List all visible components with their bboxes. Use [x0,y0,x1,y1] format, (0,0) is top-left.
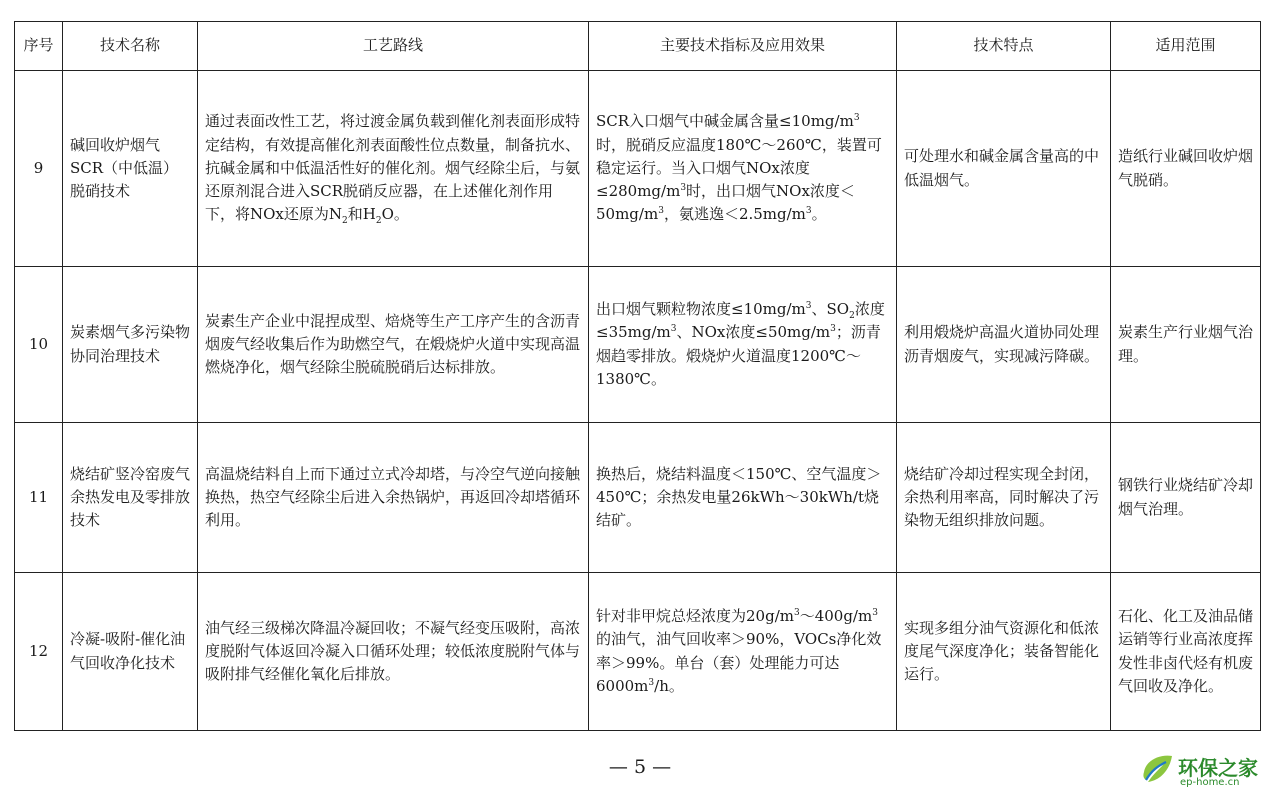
cell-serial: 12 [15,573,63,731]
table-row [15,267,1261,423]
cell-scope: 石化、化工及油品储运销等行业高浓度挥发性非卤代烃有机废气回收及净化。 [1111,573,1261,731]
header-serial: 序号 [15,22,63,71]
cell-serial: 11 [15,423,63,573]
cell-features: 可处理水和碱金属含量高的中低温烟气。 [897,71,1111,267]
page-number: — 5 — [608,756,672,778]
cell-process-route: 通过表面改性工艺，将过渡金属负载到催化剂表面形成特定结构，有效提高催化剂表面酸性位点数量，制备抗水、抗碱金属和中低温活性好的催化剂。烟气经除尘后，与氨还原剂混合进入SCR脱硝反应器，在上述催化剂作用下，将NOx还原为$N_2$和$H_2O$。 [198,71,589,267]
site-logo[interactable] [1140,750,1280,794]
cell-features: 利用煅烧炉高温火道协同处理沥青烟废气，实现减污降碳。 [897,267,1111,423]
cell-tech-name: 冷凝-吸附-催化油气回收净化技术 [63,573,198,731]
cell-serial: 9 [15,71,63,267]
header-tech-name: 技术名称 [63,22,198,71]
cell-indicators: 出口烟气颗粒物浓度$\le 10mg/m^3$、$SO_2$浓度$\le 35mg/m^3$、NOx浓度$\le 50mg/m^3$；沥青烟趋零排放。煅烧炉火道温度1200℃～1380℃。 [589,267,897,423]
leaf-logo-icon [1140,752,1176,788]
cell-features: 烧结矿冷却过程实现全封闭，余热利用率高，同时解决了污染物无组织排放问题。 [897,423,1111,573]
header-process-route: 工艺路线 [198,22,589,71]
cell-indicators: 针对非甲烷总烃浓度为$20g/m^3\sim 400g/m^3$的油气，油气回收率＞90%，VOCs净化效率＞99%。单台（套）处理能力可达$6000m^3/h$。 [589,573,897,731]
cell-process-route: 炭素生产企业中混捏成型、焙烧等生产工序产生的含沥青烟废气经收集后作为助燃空气，在煅烧炉火道中实现高温燃烧净化，烟气经除尘脱硫脱硝后达标排放。 [198,267,589,423]
table-row [15,71,1261,267]
cell-tech-name: 碱回收炉烟气SCR（中低温）脱硝技术 [63,71,198,267]
cell-scope: 钢铁行业烧结矿冷却烟气治理。 [1111,423,1261,573]
cell-indicators: SCR入口烟气中碱金属含量$\le 10mg/m^3$时，脱硝反应温度180℃～260℃，装置可稳定运行。当入口烟气NOx浓度$\le 280mg/m^3$时，出口烟气NOx浓度$<50mg/m^3$，氨逃逸$<2.5mg/m^3$。 [589,71,897,267]
cell-process-route: 高温烧结料自上而下通过立式冷却塔，与冷空气逆向接触换热，热空气经除尘后进入余热锅炉，再返回冷却塔循环利用。 [198,423,589,573]
table-row [15,423,1261,573]
logo-name: 环保之家 [1178,756,1258,780]
cell-tech-name: 烧结矿竖冷窑废气余热发电及零排放技术 [63,423,198,573]
cell-serial: 10 [15,267,63,423]
technology-table [14,21,1261,731]
cell-indicators: 换热后，烧结料温度＜150℃、空气温度＞450℃；余热发电量26kWh～30kWh/t烧结矿。 [589,423,897,573]
cell-tech-name: 炭素烟气多污染物协同治理技术 [63,267,198,423]
cell-features: 实现多组分油气资源化和低浓度尾气深度净化；装备智能化运行。 [897,573,1111,731]
table-header-row [15,22,1261,71]
cell-process-route: 油气经三级梯次降温冷凝回收；不凝气经变压吸附，高浓度脱附气体返回冷凝入口循环处理；较低浓度脱附气体与吸附排气经催化氧化后排放。 [198,573,589,731]
cell-scope: 造纸行业碱回收炉烟气脱硝。 [1111,71,1261,267]
table-row [15,573,1261,731]
logo-url: ep-home.cn [1180,777,1240,788]
header-features: 技术特点 [897,22,1111,71]
cell-scope: 炭素生产行业烟气治理。 [1111,267,1261,423]
header-scope: 适用范围 [1111,22,1261,71]
header-indicators: 主要技术指标及应用效果 [589,22,897,71]
